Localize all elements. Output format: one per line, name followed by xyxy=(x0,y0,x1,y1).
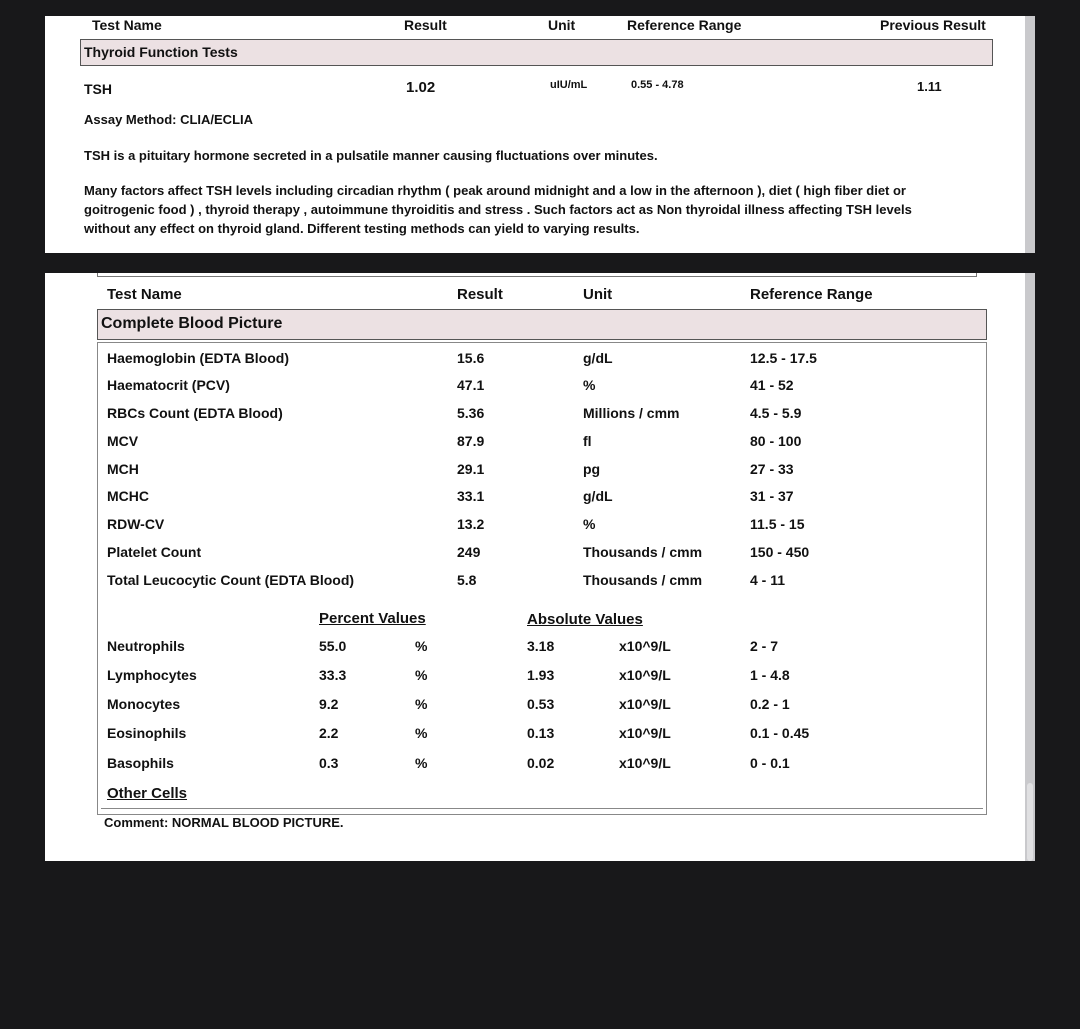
reference-range-cell: 41 - 52 xyxy=(750,377,794,393)
header-reference-range: Reference Range xyxy=(627,17,742,33)
reference-range-cell: 4 - 11 xyxy=(750,572,786,588)
unit-cell: pg xyxy=(583,461,601,477)
result-cell: 13.2 xyxy=(457,516,485,532)
absolute-value: 1.93 xyxy=(527,667,555,683)
unit-cell: g/dL xyxy=(583,350,613,366)
percent-unit: % xyxy=(415,725,428,741)
scrollbar-track[interactable] xyxy=(1025,273,1035,861)
absolute-unit: x10^9/L xyxy=(619,755,671,771)
absolute-value: 0.53 xyxy=(527,696,555,712)
assay-method: Assay Method: CLIA/ECLIA xyxy=(84,112,254,127)
result-cell: 5.8 xyxy=(457,572,477,588)
result-cell: 47.1 xyxy=(457,377,485,393)
reference-range-cell: 11.5 - 15 xyxy=(750,516,805,532)
test-name-cell: Platelet Count xyxy=(107,544,202,560)
reference-range-cell: 2 - 7 xyxy=(750,638,779,654)
test-name-cell: MCHC xyxy=(107,488,149,504)
cell-type-name: Basophils xyxy=(107,755,174,771)
result-cell: 249 xyxy=(457,544,481,560)
percent-unit: % xyxy=(415,755,428,771)
test-name-cell: Haemoglobin (EDTA Blood) xyxy=(107,350,289,366)
absolute-unit: x10^9/L xyxy=(619,696,671,712)
test-name-cell: Total Leucocytic Count (EDTA Blood) xyxy=(107,572,355,588)
tsh-result: 1.02 xyxy=(406,79,436,96)
reference-range-cell: 12.5 - 17.5 xyxy=(750,350,817,366)
unit-cell: % xyxy=(583,516,596,532)
tsh-factors-line-1: Many factors affect TSH levels including circadian rhythm ( peak around midnight and a low in the afternoon ), diet ( high fiber diet or xyxy=(84,183,906,198)
comment-separator xyxy=(101,808,983,809)
reference-range-cell: 0.1 - 0.45 xyxy=(750,725,810,741)
thyroid-report-page xyxy=(45,16,1035,253)
unit-cell: Millions / cmm xyxy=(583,405,680,421)
other-cells-label: Other Cells xyxy=(107,785,188,802)
result-cell: 87.9 xyxy=(457,433,485,449)
percent-values-header: Percent Values xyxy=(319,610,426,627)
absolute-value: 3.18 xyxy=(527,638,555,654)
section-title-thyroid: Thyroid Function Tests xyxy=(80,39,993,66)
percent-unit: % xyxy=(415,638,428,654)
absolute-value: 0.02 xyxy=(527,755,555,771)
reference-range-cell: 1 - 4.8 xyxy=(750,667,790,683)
cell-type-name: Neutrophils xyxy=(107,638,185,654)
cell-type-name: Eosinophils xyxy=(107,725,187,741)
reference-range-cell: 0 - 0.1 xyxy=(750,755,790,771)
comment-text: Comment: NORMAL BLOOD PICTURE. xyxy=(104,815,344,830)
reference-range-cell: 80 - 100 xyxy=(750,433,802,449)
percent-value: 55.0 xyxy=(319,638,347,654)
percent-unit: % xyxy=(415,696,428,712)
cbc-header-unit: Unit xyxy=(583,286,613,303)
reference-range-cell: 31 - 37 xyxy=(750,488,794,504)
unit-cell: Thousands / cmm xyxy=(583,572,703,588)
tsh-factors-line-3: without any effect on thyroid gland. Different testing methods can yield to varying results. xyxy=(84,221,640,236)
tsh-previous: 1.11 xyxy=(917,79,942,94)
absolute-unit: x10^9/L xyxy=(619,667,671,683)
cbc-header-result: Result xyxy=(457,286,503,303)
header-test-name: Test Name xyxy=(92,17,162,33)
tsh-note: TSH is a pituitary hormone secreted in a pulsatile manner causing fluctuations over minutes. xyxy=(84,148,658,163)
test-name-cell: RBCs Count (EDTA Blood) xyxy=(107,405,283,421)
test-name-cell: RDW-CV xyxy=(107,516,165,532)
test-name-cell: MCV xyxy=(107,433,139,449)
section-title-cbc: Complete Blood Picture xyxy=(97,309,987,340)
previous-table-border xyxy=(97,273,977,277)
tsh-name: TSH xyxy=(84,81,112,97)
unit-cell: fl xyxy=(583,433,592,449)
percent-unit: % xyxy=(415,667,428,683)
test-name-cell: MCH xyxy=(107,461,139,477)
absolute-unit: x10^9/L xyxy=(619,638,671,654)
result-cell: 29.1 xyxy=(457,461,485,477)
cell-type-name: Lymphocytes xyxy=(107,667,197,683)
absolute-value: 0.13 xyxy=(527,725,555,741)
percent-value: 33.3 xyxy=(319,667,347,683)
header-result: Result xyxy=(404,17,447,33)
tsh-range: 0.55 - 4.78 xyxy=(631,79,684,91)
tsh-unit: uIU/mL xyxy=(550,79,588,91)
percent-value: 9.2 xyxy=(319,696,339,712)
result-cell: 15.6 xyxy=(457,350,485,366)
absolute-values-header: Absolute Values xyxy=(527,611,643,628)
unit-cell: g/dL xyxy=(583,488,613,504)
percent-value: 0.3 xyxy=(319,755,339,771)
header-unit: Unit xyxy=(548,17,576,33)
absolute-unit: x10^9/L xyxy=(619,725,671,741)
cbc-report-page xyxy=(45,273,1035,861)
cell-type-name: Monocytes xyxy=(107,696,181,712)
reference-range-cell: 150 - 450 xyxy=(750,544,810,560)
cbc-header-test-name: Test Name xyxy=(107,286,182,303)
result-cell: 5.36 xyxy=(457,405,485,421)
scrollbar-track xyxy=(1025,16,1035,253)
reference-range-cell: 4.5 - 5.9 xyxy=(750,405,802,421)
scrollbar-thumb[interactable] xyxy=(1027,783,1033,861)
tsh-factors-line-2: goitrogenic food ) , thyroid therapy , autoimmune thyroiditis and stress . Such factors act as Non thyroidal illness affecting TSH levels xyxy=(84,202,912,217)
reference-range-cell: 27 - 33 xyxy=(750,461,794,477)
reference-range-cell: 0.2 - 1 xyxy=(750,696,790,712)
result-cell: 33.1 xyxy=(457,488,485,504)
header-previous-result: Previous Result xyxy=(880,17,986,33)
test-name-cell: Haematocrit (PCV) xyxy=(107,377,230,393)
unit-cell: Thousands / cmm xyxy=(583,544,703,560)
cbc-header-reference-range: Reference Range xyxy=(750,286,873,303)
unit-cell: % xyxy=(583,377,596,393)
percent-value: 2.2 xyxy=(319,725,339,741)
